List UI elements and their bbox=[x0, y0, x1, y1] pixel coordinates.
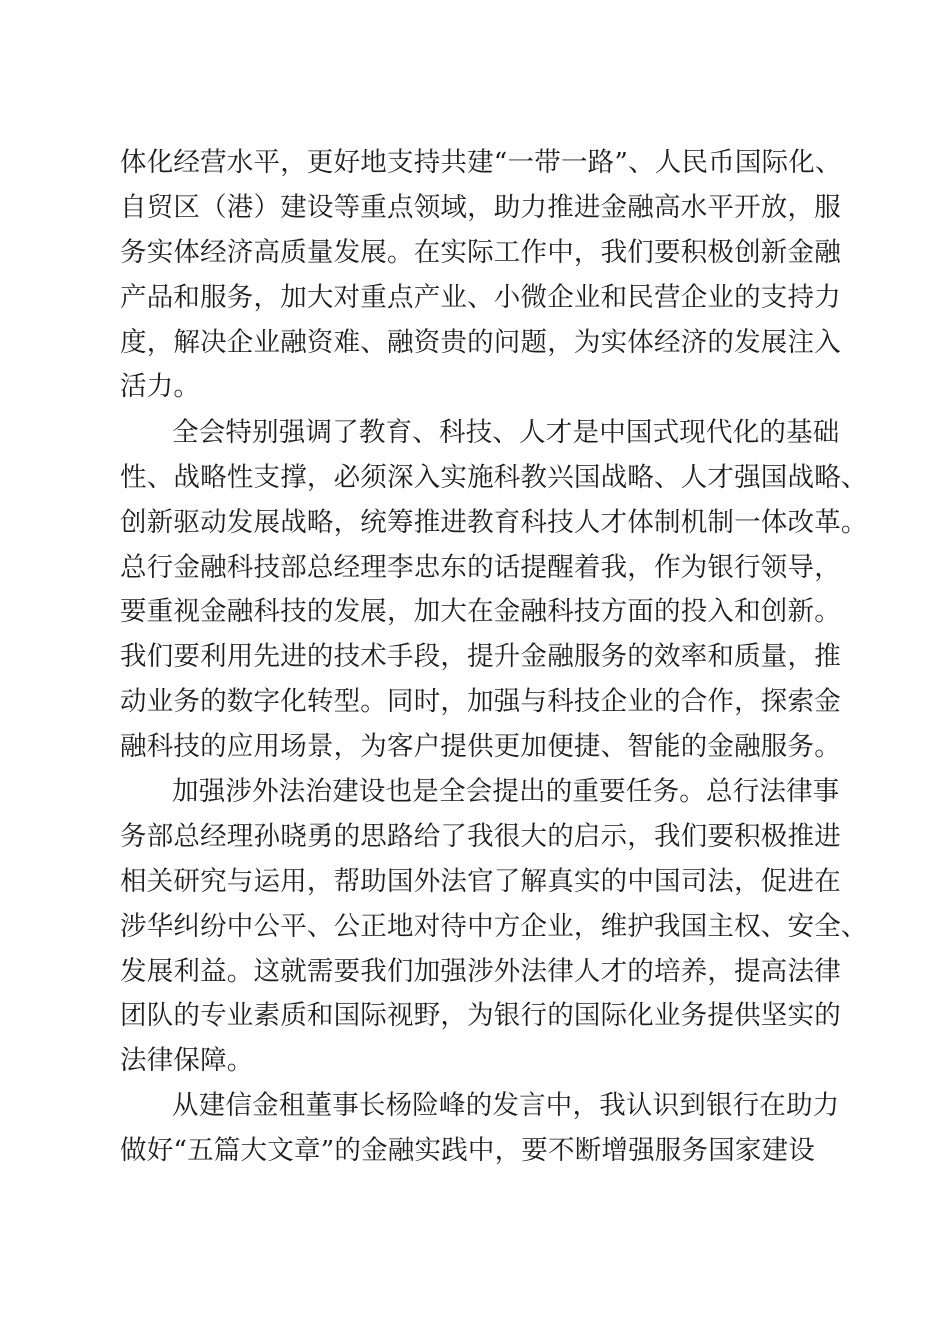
text-line: 总行金融科技部总经理李忠东的话提醒着我，作为银行领导， bbox=[120, 552, 841, 583]
text-line: 性、战略性支撑，必须深入实施科教兴国战略、人才强国战略、 bbox=[120, 462, 868, 493]
text-line: 体化经营水平，更好地支持共建“一带一路”、人民币国际化、 bbox=[120, 147, 842, 178]
text-line: 度，解决企业融资难、融资贵的问题，为实体经济的发展注入 bbox=[120, 327, 841, 358]
text-line: 涉华纠纷中公平、公正地对待中方企业，维护我国主权、安全、 bbox=[120, 911, 868, 942]
paragraph-first-line: 从建信金租董事长杨险峰的发言中，我认识到银行在助力 bbox=[172, 1090, 840, 1121]
text-line: 我们要利用先进的技术手段，提升金融服务的效率和质量，推 bbox=[120, 641, 841, 672]
paragraph-first-line: 加强涉外法治建设也是全会提出的重要任务。总行法律事 bbox=[172, 776, 840, 807]
text-line: 创新驱动发展战略，统筹推进教育科技人才体制机制一体改革。 bbox=[120, 507, 868, 538]
text-line: 法律保障。 bbox=[120, 1045, 254, 1076]
text-line: 团队的专业素质和国际视野，为银行的国际化业务提供坚实的 bbox=[120, 1000, 841, 1031]
text-line: 要重视金融科技的发展，加大在金融科技方面的投入和创新。 bbox=[120, 596, 841, 627]
text-line: 产品和服务，加大对重点产业、小微企业和民营企业的支持力 bbox=[120, 282, 841, 313]
text-line: 活力。 bbox=[120, 371, 201, 402]
text-line: 务部总经理孙晓勇的思路给了我很大的启示，我们要积极推进 bbox=[120, 821, 841, 852]
text-line: 动业务的数字化转型。同时，加强与科技企业的合作，探索金 bbox=[120, 686, 841, 717]
text-line: 融科技的应用场景，为客户提供更加便捷、智能的金融服务。 bbox=[120, 731, 841, 762]
text-line: 务实体经济高质量发展。在实际工作中，我们要积极创新金融 bbox=[120, 237, 841, 268]
text-line: 做好“五篇大文章”的金融实践中，要不断增强服务国家建设 bbox=[120, 1135, 815, 1166]
text-line: 相关研究与运用，帮助国外法官了解真实的中国司法，促进在 bbox=[120, 866, 841, 897]
text-line: 发展利益。这就需要我们加强涉外法律人才的培养，提高法律 bbox=[120, 956, 841, 987]
text-line: 自贸区（港）建设等重点领域，助力推进金融高水平开放，服 bbox=[120, 192, 841, 223]
paragraph-first-line: 全会特别强调了教育、科技、人才是中国式现代化的基础 bbox=[172, 417, 840, 448]
